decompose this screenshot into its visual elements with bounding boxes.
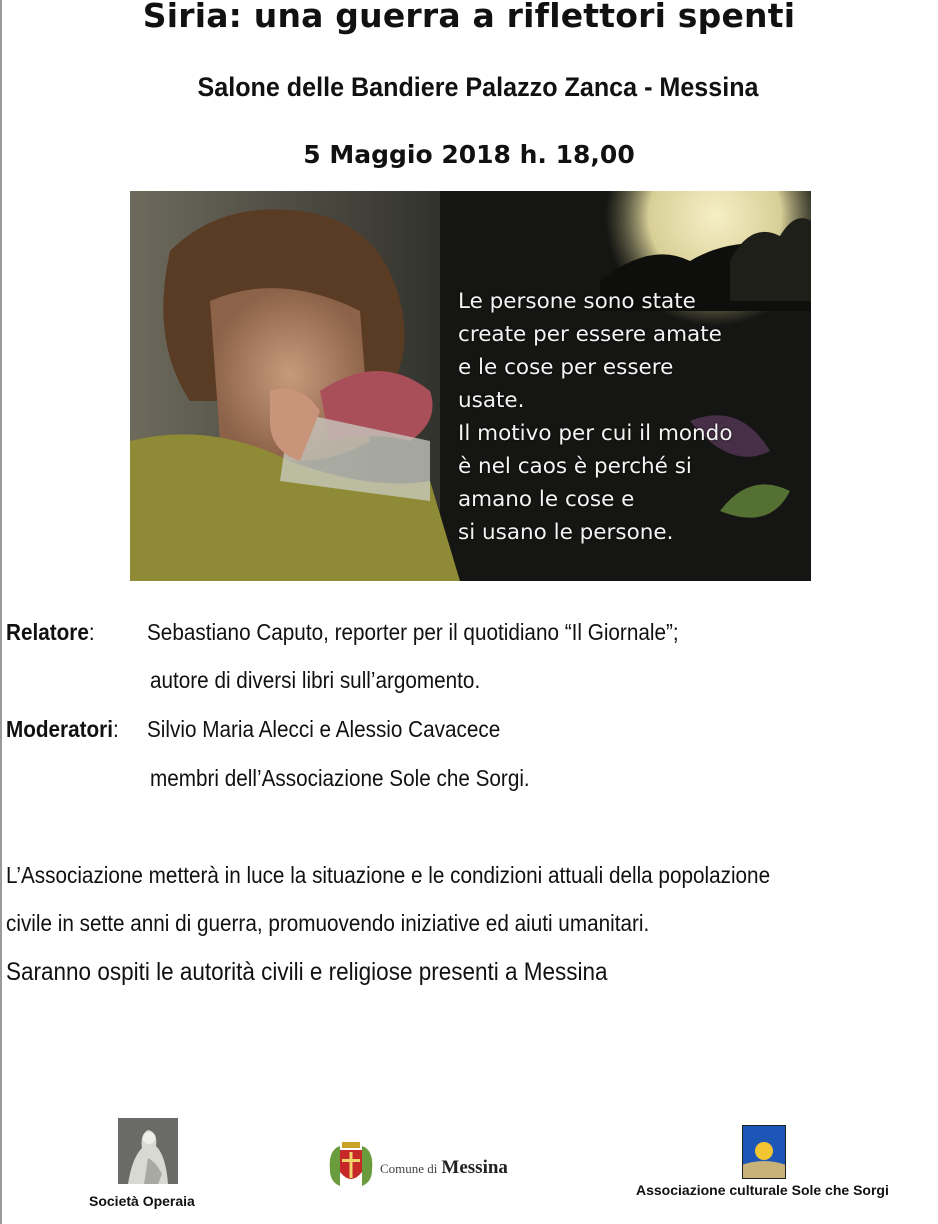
event-date: 5 Maggio 2018 h. 18,00	[303, 140, 635, 169]
page-title: Siria: una guerra a riflettori spenti	[142, 0, 796, 35]
quote-line: si usano le persone.	[458, 520, 674, 545]
moderatori-text: Silvio Maria Alecci e Alessio Cavacece	[147, 716, 501, 742]
sole-che-sorgi-logo	[742, 1125, 786, 1179]
messina-label: Messina	[441, 1157, 508, 1178]
page-left-border	[0, 0, 2, 1224]
moderatori-label: Moderatori	[6, 716, 113, 742]
quote-line: create per essere amate	[458, 322, 722, 347]
messina-coat-of-arms-icon	[326, 1140, 376, 1192]
description-line-1: L’Associazione metterà in luce la situazione e le condizioni attuali della popolazione	[6, 862, 771, 888]
moderatori-text-2: membri dell’Associazione Sole che Sorgi.	[150, 765, 530, 791]
guests-line: Saranno ospiti le autorità civili e religiose presenti a Messina	[6, 958, 608, 986]
comune-di-label: Comune di	[380, 1161, 438, 1176]
moderatori-colon: :	[112, 716, 119, 742]
sole-che-sorgi-caption: Associazione culturale Sole che Sorgi	[636, 1182, 889, 1198]
poster-photo	[130, 191, 811, 581]
societa-operaia-logo	[118, 1118, 178, 1184]
quote-line: amano le cose e	[458, 487, 635, 512]
quote-line: e le cose per essere	[458, 355, 674, 380]
quote-line: è nel caos è perché si	[458, 454, 692, 479]
quote-line: Il motivo per cui il mondo	[458, 421, 733, 446]
relatore-text: Sebastiano Caputo, reporter per il quotidiano “Il Giornale”;	[147, 619, 679, 645]
description-line-2: civile in sette anni di guerra, promuovendo iniziative ed aiuti umanitari.	[6, 910, 650, 936]
moderatori-line	[6, 716, 119, 743]
venue-subtitle: Salone delle Bandiere Palazzo Zanca - Messina	[197, 72, 759, 102]
relatore-line	[6, 619, 95, 646]
relatore-label: Relatore	[6, 619, 89, 645]
photo-quote	[458, 285, 811, 549]
quote-line: usate.	[458, 388, 525, 413]
quote-line: Le persone sono state	[458, 289, 696, 314]
relatore-colon: :	[88, 619, 95, 645]
societa-operaia-caption: Società Operaia	[89, 1193, 195, 1209]
comune-di-messina-logo-text	[380, 1157, 508, 1179]
relatore-text-2: autore di diversi libri sull’argomento.	[150, 667, 481, 693]
